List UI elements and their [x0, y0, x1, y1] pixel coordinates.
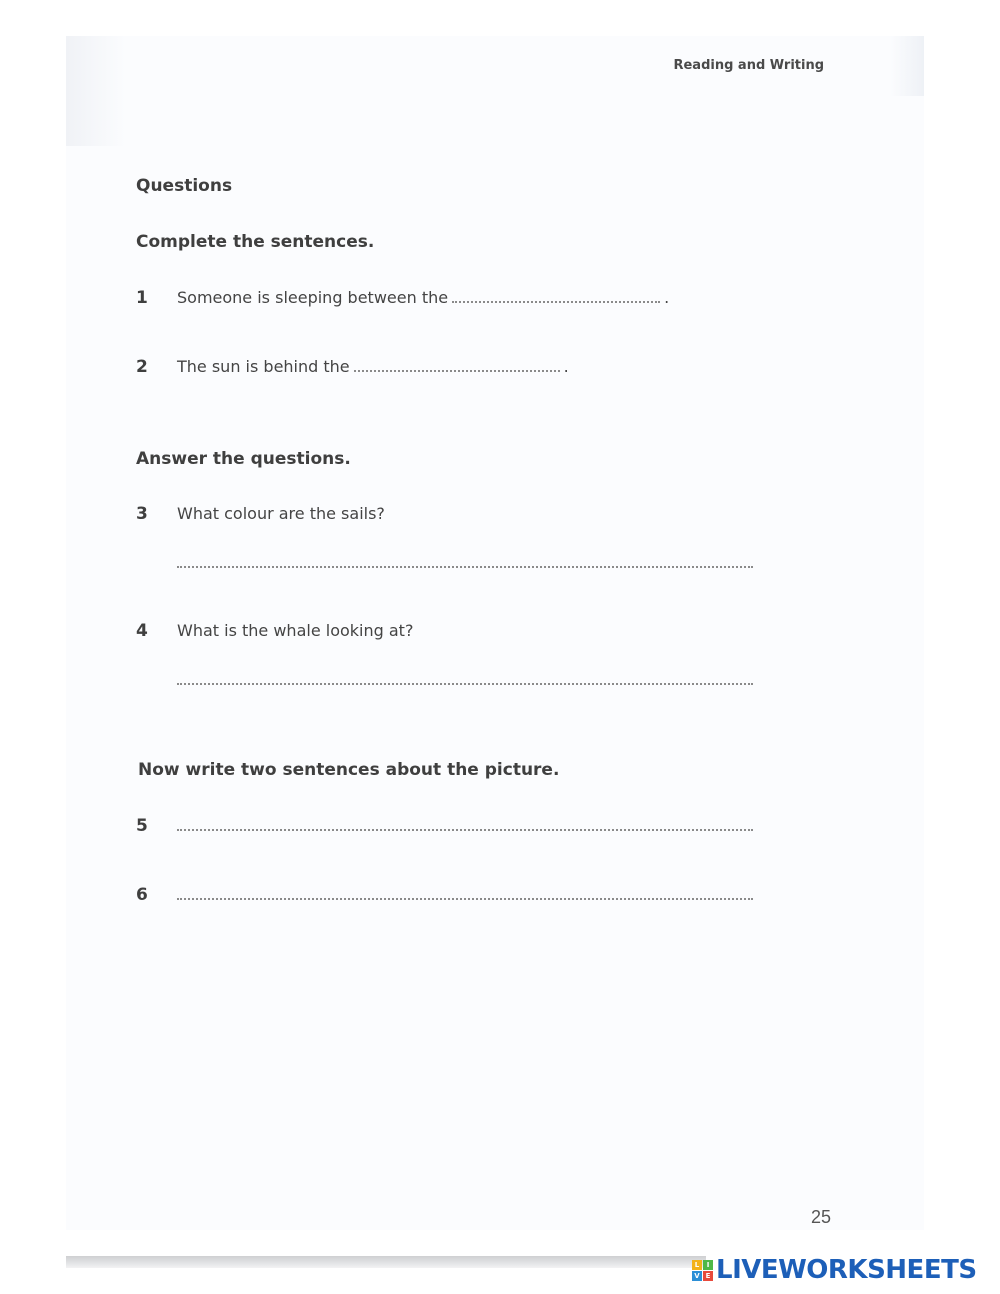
logo-letter: E	[703, 1271, 713, 1281]
answer-line-4[interactable]	[177, 683, 753, 685]
item-number: 5	[136, 816, 148, 836]
answer-line-3[interactable]	[177, 566, 753, 568]
answer-questions-heading: Answer the questions.	[136, 449, 351, 469]
question-2	[177, 357, 569, 376]
answer-blank-2[interactable]	[354, 357, 560, 372]
scan-shadow	[66, 36, 126, 146]
question-1	[177, 288, 669, 307]
logo-letter: L	[692, 1260, 702, 1270]
question-text: Someone is sleeping between the	[177, 288, 449, 307]
logo-grid-icon	[692, 1260, 713, 1281]
brand-name: LIVEWORKSHEETS	[716, 1255, 977, 1285]
answer-line-5[interactable]	[177, 829, 753, 831]
item-number: 3	[136, 504, 148, 524]
question-3: What colour are the sails?	[177, 504, 385, 523]
item-number: 2	[136, 357, 148, 377]
item-number: 4	[136, 621, 148, 641]
section-header: Reading and Writing	[673, 58, 824, 73]
logo-letter: V	[692, 1271, 702, 1281]
scan-shadow	[890, 36, 924, 96]
complete-sentences-heading: Complete the sentences.	[136, 232, 375, 252]
questions-heading: Questions	[136, 176, 233, 196]
liveworksheets-logo	[692, 1255, 977, 1285]
write-sentences-heading: Now write two sentences about the picture.	[138, 760, 560, 780]
item-number: 6	[136, 885, 148, 905]
question-text: The sun is behind the	[177, 357, 350, 376]
logo-letter: I	[703, 1260, 713, 1270]
scan-edge	[66, 1256, 706, 1268]
item-number: 1	[136, 288, 148, 308]
question-4: What is the whale looking at?	[177, 621, 414, 640]
sentence-end: .	[664, 288, 670, 307]
answer-blank-1[interactable]	[452, 288, 660, 303]
sentence-end: .	[563, 357, 569, 376]
page-number: 25	[811, 1207, 832, 1227]
answer-line-6[interactable]	[177, 898, 753, 900]
